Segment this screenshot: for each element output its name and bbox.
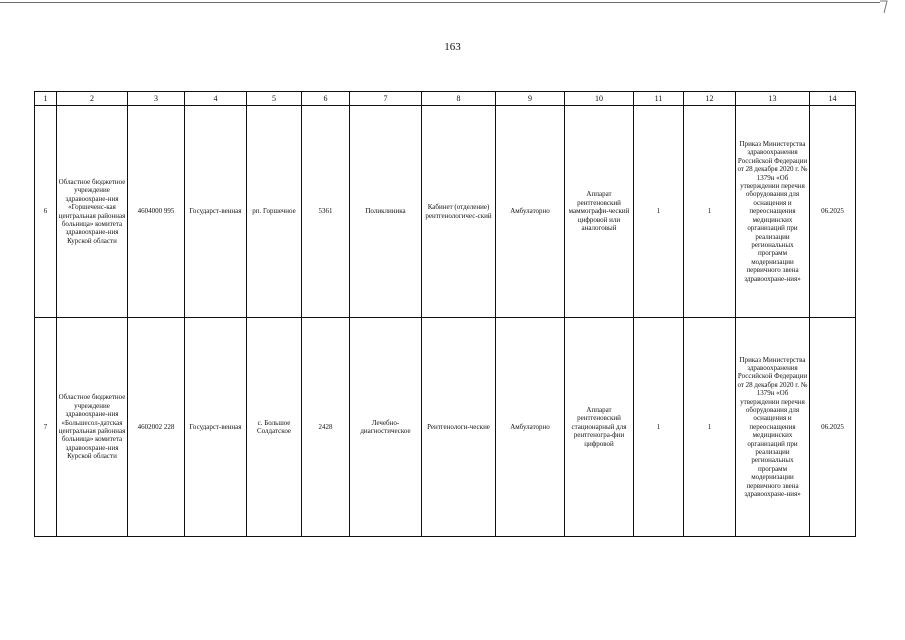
column-number: 8 <box>422 92 496 106</box>
locality: с. Большое Солдатское <box>247 318 302 537</box>
table-row <box>35 106 856 318</box>
due-date: 06.2025 <box>810 106 856 318</box>
locality: рп. Горшечное <box>247 106 302 318</box>
equipment-name: Аппарат рентгеновский стационарный для рентгеногра-фии цифровой <box>565 318 634 537</box>
quantity-value: 1 <box>684 106 736 318</box>
unit-type: Кабинет (отделение) рентгенологичес-ский <box>422 106 496 318</box>
due-date: 06.2025 <box>810 318 856 537</box>
column-number: 5 <box>247 92 302 106</box>
equipment-table <box>34 91 856 537</box>
quantity-value: 1 <box>634 318 684 537</box>
column-number: 1 <box>35 92 57 106</box>
table-row <box>35 318 856 537</box>
column-number: 10 <box>565 92 634 106</box>
column-number: 7 <box>350 92 422 106</box>
column-number: 9 <box>496 92 565 106</box>
quantity-value: 1 <box>684 318 736 537</box>
population-count: 2428 <box>302 318 350 537</box>
care-mode: Амбулаторно <box>496 106 565 318</box>
ownership-type: Государст-венная <box>185 106 247 318</box>
legal-basis: Приказ Министерства здравоохранения Российской Федерации от 28 декабря 2020 г. № 1379н «Об утверждении перечня оборудования для оснащения и переоснащения медицинских организаций при реализации региональных программ модернизации первичного звена здравоохране-ния» <box>736 106 810 318</box>
institution-code: 4604000 995 <box>128 106 185 318</box>
column-number-row <box>35 92 856 106</box>
institution-name: Областное бюджетное учреждение здравоохране-ния «Горшеченс-кая центральная районная больница» комитета здравоохране-ния Курской области <box>57 106 128 318</box>
page-number: 163 <box>444 41 461 53</box>
scan-edge-line <box>0 2 880 3</box>
row-number: 7 <box>35 318 57 537</box>
column-number: 13 <box>736 92 810 106</box>
column-number: 3 <box>128 92 185 106</box>
column-number: 2 <box>57 92 128 106</box>
scan-corner-mark <box>879 0 889 14</box>
subdivision: Лечебно-диагностическое <box>350 318 422 537</box>
legal-basis: Приказ Министерства здравоохранения Российской Федерации от 28 декабря 2020 г. № 1379н «Об утверждении перечня оборудования для оснащения и переоснащения медицинских организаций при реализации региональных программ модернизации первичного звена здравоохране-ния» <box>736 318 810 537</box>
equipment-name: Аппарат рентгеновский маммографи-ческий цифровой или аналоговый <box>565 106 634 318</box>
row-number: 6 <box>35 106 57 318</box>
subdivision: Поликлиника <box>350 106 422 318</box>
quantity-value: 1 <box>634 106 684 318</box>
column-number: 12 <box>684 92 736 106</box>
ownership-type: Государст-венная <box>185 318 247 537</box>
care-mode: Амбулаторно <box>496 318 565 537</box>
institution-code: 4602002 228 <box>128 318 185 537</box>
institution-name: Областное бюджетное учреждение здравоохране-ния «Большесол-датская центральная районная больница» комитета здравоохране-ния Курской области <box>57 318 128 537</box>
column-number: 14 <box>810 92 856 106</box>
population-count: 5361 <box>302 106 350 318</box>
column-number: 4 <box>185 92 247 106</box>
column-number: 6 <box>302 92 350 106</box>
column-number: 11 <box>634 92 684 106</box>
unit-type: Рентгенологи-ческие <box>422 318 496 537</box>
